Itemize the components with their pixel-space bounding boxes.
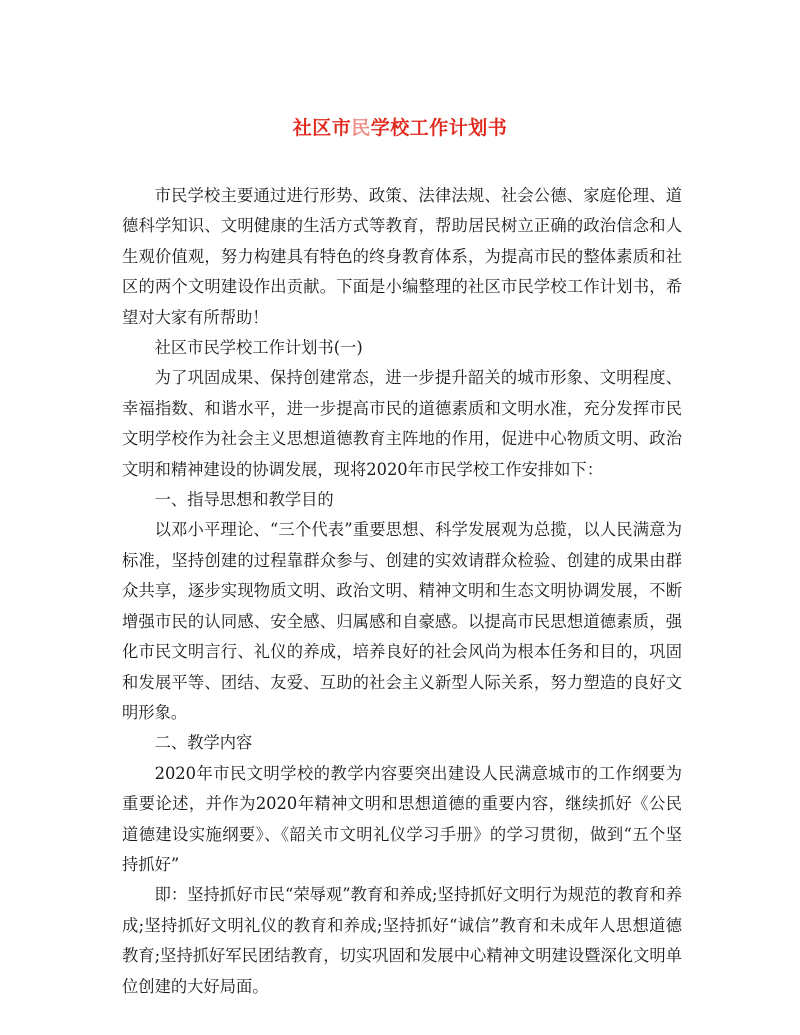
paragraph-teaching-content: 2020年市民文明学校的教学内容要突出建设人民满意城市的工作纲要为重要论述，并作为2020年精神文明和思想道德的重要内容，继续抓好《公民道德建设实施纲要》、《韶关市文明礼仪学习手册》的学习贯彻，做到“五个坚持抓好” [122,763,682,874]
title-part-3: 学校工作计划书 [370,117,508,139]
section-heading-teaching-content: 二、教学内容 [154,733,253,753]
paragraph-plan-intro: 为了巩固成果、保持创建常态，进一步提升韶关的城市形象、文明程度、幸福指数、和谐水平，进一步提高市民的道德素质和文明水准，充分发挥市民文明学校作为社会主义思想道德教育主阵地的作用，促进中心物质文明、政治文明和精神建设的协调发展，现将2020年市民学校工作安排如下： [122,368,682,479]
document-title [0,113,800,140]
paragraph-guiding-thought: 以邓小平理论、“三个代表”重要思想、科学发展观为总揽，以人民满意为标准，坚持创建的过程靠群众参与、创建的实效请群众检验、创建的成果由群众共享，逐步实现物质文明、政治文明、精神文明和生态文明协调发展，不断增强市民的认同感、安全感、归属感和自豪感。以提高市民思想道德素质，强化市民文明言行、礼仪的养成，培养良好的社会风尚为根本任务和目的，巩固和发展平等、团结、友爱、互助的社会主义新型人际关系，努力塑造的良好文明形象。 [122,520,682,722]
section-heading-plan-1: 社区市民学校工作计划书(一) [154,338,363,358]
title-part-2: 民 [351,117,371,139]
paragraph-five-insistences: 即：坚持抓好市民“荣辱观”教育和养成;坚持抓好文明行为规范的教育和养成;坚持抓好文明礼仪的教育和养成;坚持抓好“诚信”教育和未成年人思想道德教育;坚持抓好军民团结教育，切实巩固和发展中心精神文明建设暨深化文明单位创建的大好局面。 [122,885,682,996]
document-body [122,181,682,1002]
section-heading-guiding-thought: 一、指导思想和教学目的 [154,490,334,510]
paragraph-intro: 市民学校主要通过进行形势、政策、法律法规、社会公德、家庭伦理、道德科学知识、文明健康的生活方式等教育，帮助居民树立正确的政治信念和人生观价值观，努力构建具有特色的终身教育体系，为提高市民的整体素质和社区的两个文明建设作出贡献。下面是小编整理的社区市民学校工作计划书，希望对大家有所帮助！ [122,186,682,327]
title-part-1: 社区市 [292,117,352,139]
